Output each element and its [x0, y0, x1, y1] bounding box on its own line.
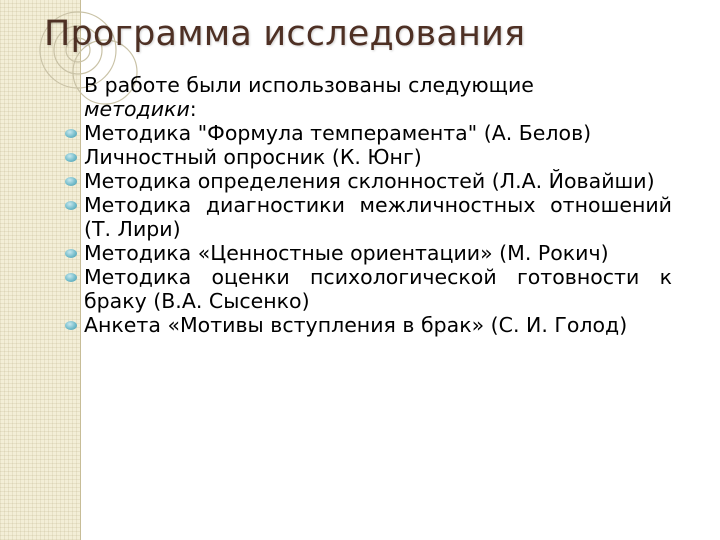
intro-suffix: :: [189, 97, 197, 121]
list-item-text: Методика оценки психологической готовности к браку (В.А. Сысенко): [84, 265, 672, 313]
bullet-icon: [65, 249, 77, 258]
list-item-text: Личностный опросник (К. Юнг): [84, 145, 422, 169]
bullet-icon: [65, 321, 77, 330]
bullet-icon: [65, 153, 77, 162]
list-item: [64, 145, 672, 169]
bullet-icon: [65, 129, 77, 138]
list-item: [64, 313, 672, 337]
list-item: [64, 193, 672, 241]
list-item-text: Методика определения склонностей (Л.А. Йовайши): [84, 169, 655, 193]
slide-title: Программа исследования: [44, 14, 526, 54]
list-item: [64, 265, 672, 313]
list-item-text: Методика "Формула темперамента" (А. Белов): [84, 121, 592, 145]
intro-text: В работе были использованы следующие: [84, 73, 534, 97]
bullet-icon: [65, 201, 77, 210]
list-item: [64, 121, 672, 145]
list-item-text: Методика диагностики межличностных отношений (Т. Лири): [84, 193, 672, 241]
methods-list: [64, 73, 672, 337]
list-item-text: Анкета «Мотивы вступления в брак» (С. И. Голод): [84, 313, 628, 337]
list-item-text: Методика «Ценностные ориентации» (М. Рокич): [84, 241, 609, 265]
list-item: [64, 241, 672, 265]
intro-emphasis: методики: [84, 97, 190, 121]
list-item: [64, 169, 672, 193]
bullet-icon: [65, 177, 77, 186]
bullet-icon: [65, 273, 77, 282]
intro-paragraph: [64, 73, 672, 121]
